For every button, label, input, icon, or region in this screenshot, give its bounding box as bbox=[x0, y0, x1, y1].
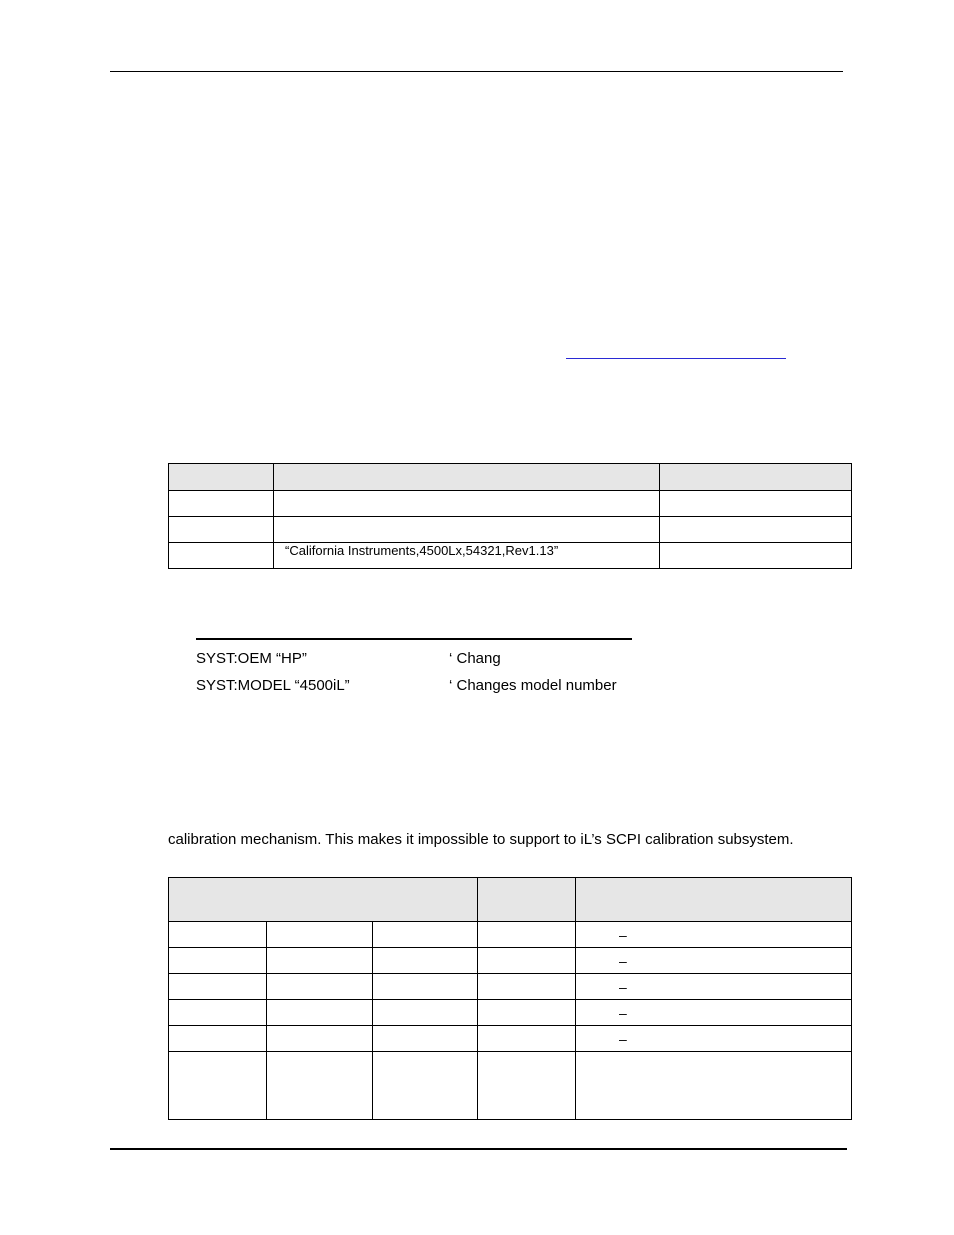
body-paragraph: calibration mechanism. This makes it impossible to support to iL’s SCPI calibration subsystem. bbox=[168, 831, 794, 848]
idn-response-cell: “California Instruments,4500Lx,54321,Rev1.13” bbox=[274, 543, 660, 569]
table-header-row bbox=[169, 464, 852, 491]
header-rule bbox=[110, 71, 843, 72]
dash-cell: – bbox=[576, 1026, 852, 1052]
table-row bbox=[169, 1026, 852, 1052]
table-row bbox=[169, 1052, 852, 1120]
table-row bbox=[169, 1000, 852, 1026]
table-row bbox=[169, 543, 852, 569]
code-comment: ‘ Changes model number bbox=[449, 677, 617, 694]
table-row bbox=[169, 922, 852, 948]
code-command: SYST:MODEL “4500iL” bbox=[196, 677, 350, 694]
code-command: SYST:OEM “HP” bbox=[196, 650, 307, 667]
table-header-row bbox=[169, 878, 852, 922]
dash-cell: – bbox=[576, 922, 852, 948]
identification-table bbox=[168, 463, 852, 569]
table-row bbox=[169, 974, 852, 1000]
table-row bbox=[169, 517, 852, 543]
code-comment: ‘ Chang bbox=[449, 650, 501, 667]
code-example-rule bbox=[196, 638, 632, 640]
table-row bbox=[169, 491, 852, 517]
table-row bbox=[169, 948, 852, 974]
dash-cell: – bbox=[576, 974, 852, 1000]
code-example bbox=[196, 638, 632, 640]
hyperlink-underline[interactable] bbox=[566, 358, 786, 359]
calibration-table bbox=[168, 877, 852, 1120]
dash-cell: – bbox=[576, 1000, 852, 1026]
footer-rule bbox=[110, 1148, 847, 1150]
dash-cell: – bbox=[576, 948, 852, 974]
